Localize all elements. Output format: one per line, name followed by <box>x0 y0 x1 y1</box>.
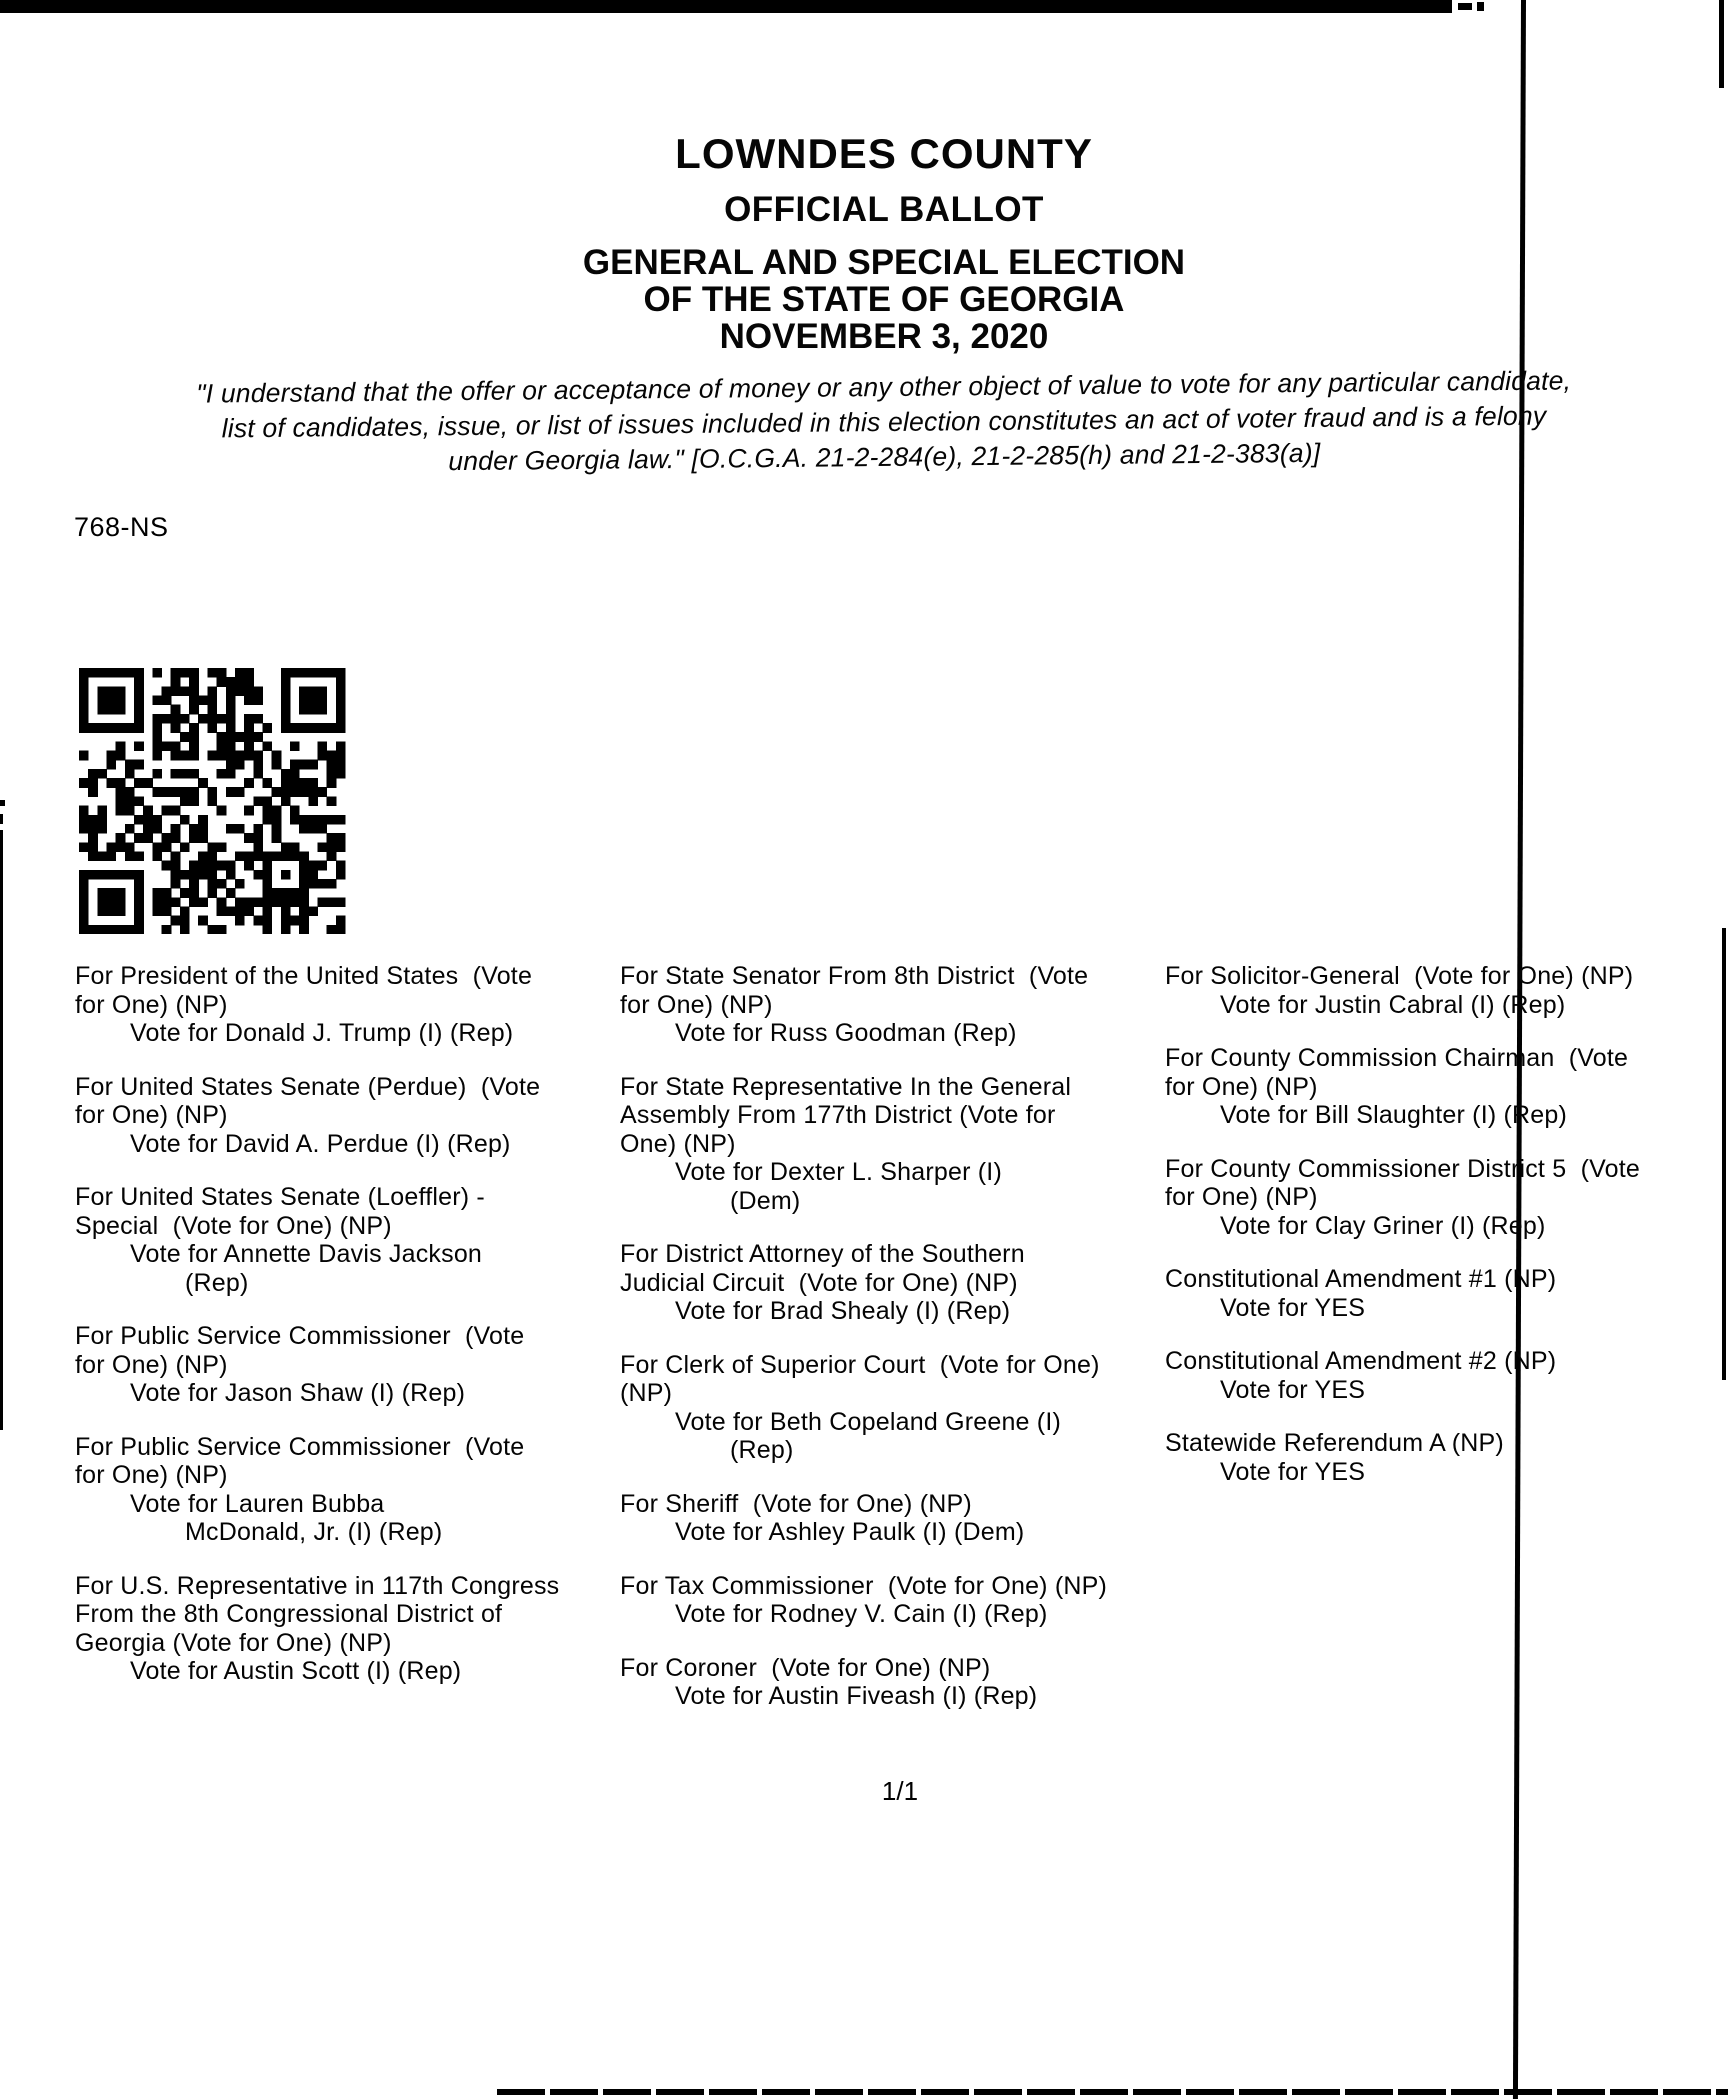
scan-artifact-left-tick <box>0 814 3 824</box>
vote-line: Vote for Rodney V. Cain (I) (Rep) <box>675 1600 1048 1628</box>
contest-title-line: From the 8th Congressional District of <box>75 1600 503 1628</box>
contest-title-line: For State Representative In the General <box>620 1072 1072 1101</box>
election-date-line: NOVEMBER 3, 2020 <box>719 317 1049 356</box>
contest-title-line: For Public Service Commissioner (Vote <box>75 1322 525 1350</box>
ballot-style-number: 768-NS <box>74 512 169 542</box>
contest-title-line: For United States Senate (Perdue) (Vote <box>75 1072 541 1101</box>
contest-title-line: for One) (NP) <box>620 990 773 1019</box>
contest <box>620 1351 1140 1465</box>
contest-title-line: For County Commissioner District 5 (Vote <box>1165 1154 1640 1183</box>
vote-line: Vote for Brad Shealy (I) (Rep) <box>675 1297 1011 1325</box>
voter-fraud-disclaimer <box>40 362 1728 483</box>
contest <box>620 1073 1140 1216</box>
disclaimer-line: list of candidates, issue, or list of issues included in this election constitutes an act of voter fraud and is a felony <box>221 400 1547 444</box>
ballot-type-title: OFFICIAL BALLOT <box>724 190 1044 229</box>
contest-title-line: Constitutional Amendment #2 (NP) <box>1165 1347 1557 1375</box>
contest <box>75 962 595 1048</box>
vote-line: Vote for Ashley Paulk (I) (Dem) <box>675 1518 1025 1546</box>
scan-artifact-top-dash <box>1458 3 1472 10</box>
page-number: 1/1 <box>881 1776 919 1806</box>
disclaimer-line: "I understand that the offer or acceptance of money or any other object of value to vote for any particular candidate, <box>196 365 1572 409</box>
vote-line: Vote for Annette Davis Jackson <box>130 1240 483 1268</box>
contest-title-line: For State Senator From 8th District (Vote <box>620 962 1089 990</box>
contest <box>75 1322 595 1408</box>
contest <box>620 1654 1140 1711</box>
vote-line: Vote for Russ Goodman (Rep) <box>675 1019 1017 1047</box>
contest-title-line: For Coroner (Vote for One) (NP) <box>620 1653 991 1682</box>
contest <box>75 1572 595 1686</box>
contest <box>1165 962 1725 1019</box>
contest-title-line: Special (Vote for One) (NP) <box>75 1211 392 1240</box>
vote-line: Vote for YES <box>1220 1293 1366 1322</box>
contest-title-line: For President of the United States (Vote <box>75 962 533 990</box>
vote-line: (Rep) <box>185 1268 249 1297</box>
qr-code <box>72 668 352 934</box>
contest-title-line: One) (NP) <box>620 1129 736 1158</box>
vote-line: Vote for YES <box>1220 1457 1366 1486</box>
contest-title-line: Constitutional Amendment #1 (NP) <box>1165 1265 1557 1293</box>
vote-line: Vote for Lauren Bubba <box>130 1489 385 1518</box>
contest-title-line: Assembly From 177th District (Vote for <box>620 1101 1056 1129</box>
contest <box>620 1572 1140 1629</box>
contest-title-line: for One) (NP) <box>75 1101 228 1129</box>
scan-artifact-top-dash <box>1477 2 1484 11</box>
contest-title-line: For Sheriff (Vote for One) (NP) <box>620 1489 972 1518</box>
contest <box>1165 1347 1725 1404</box>
vote-line: Vote for Dexter L. Sharper (I) <box>675 1158 1002 1186</box>
contest <box>75 1433 595 1547</box>
vote-line: Vote for YES <box>1220 1375 1366 1404</box>
vote-line: Vote for Clay Griner (I) (Rep) <box>1220 1211 1546 1240</box>
contest <box>620 1240 1140 1326</box>
contest-title-line: For County Commission Chairman (Vote <box>1165 1044 1629 1072</box>
contest <box>75 1183 595 1297</box>
contest-title-line: For Solicitor-General (Vote for One) (NP) <box>1165 962 1634 990</box>
election-title-line: GENERAL AND SPECIAL ELECTION <box>582 243 1186 282</box>
contest-title-line: (NP) <box>620 1379 673 1407</box>
contest-title-line: for One) (NP) <box>1165 1072 1318 1101</box>
contest-title-line: for One) (NP) <box>75 1461 228 1489</box>
contest-title-line: For Tax Commissioner (Vote for One) (NP) <box>620 1571 1108 1600</box>
scan-artifact-bottom-dashed-line <box>497 2089 1728 2095</box>
contest-title-line: for One) (NP) <box>1165 1183 1318 1211</box>
contest <box>620 1490 1140 1547</box>
election-title-line: OF THE STATE OF GEORGIA <box>643 280 1125 319</box>
contest-title-line: for One) (NP) <box>75 990 228 1019</box>
scan-artifact-left-edge-line <box>0 830 3 1430</box>
vote-line: Vote for Donald J. Trump (I) (Rep) <box>130 1019 514 1047</box>
contest <box>1165 1429 1725 1486</box>
contest-title-line: For U.S. Representative in 117th Congress <box>75 1571 560 1600</box>
contest <box>1165 1265 1725 1322</box>
vote-line: Vote for Austin Scott (I) (Rep) <box>130 1657 462 1685</box>
scan-artifact-left-tick <box>0 800 5 806</box>
scan-artifact-top-bar <box>0 0 1452 13</box>
ballot-column-3 <box>1165 962 1725 1511</box>
vote-line: (Dem) <box>730 1186 801 1215</box>
ballot-column-2 <box>620 962 1140 1736</box>
vote-line: (Rep) <box>730 1436 794 1464</box>
contest-title-line: Georgia (Vote for One) (NP) <box>75 1628 392 1657</box>
contest-title-line: Judicial Circuit (Vote for One) (NP) <box>620 1268 1018 1297</box>
vote-line: Vote for Bill Slaughter (I) (Rep) <box>1220 1101 1568 1129</box>
scan-artifact-right-edge-line <box>1719 0 1724 88</box>
contest-title-line: For Public Service Commissioner (Vote <box>75 1432 525 1461</box>
vote-line: Vote for David A. Perdue (I) (Rep) <box>130 1129 511 1158</box>
contest <box>1165 1155 1725 1241</box>
vote-line: Vote for Jason Shaw (I) (Rep) <box>130 1379 466 1407</box>
contest <box>620 962 1140 1048</box>
vote-line: McDonald, Jr. (I) (Rep) <box>185 1518 443 1546</box>
contest-title-line: For District Attorney of the Southern <box>620 1240 1025 1268</box>
vote-line: Vote for Justin Cabral (I) (Rep) <box>1220 990 1566 1019</box>
vote-line: Vote for Beth Copeland Greene (I) <box>675 1407 1061 1436</box>
county-title: LOWNDES COUNTY <box>675 130 1093 177</box>
contest-title-line: For United States Senate (Loeffler) - <box>75 1183 485 1211</box>
contest-title-line: For Clerk of Superior Court (Vote for One) <box>620 1350 1100 1379</box>
contest-title-line: for One) (NP) <box>75 1350 228 1379</box>
contest <box>75 1073 595 1159</box>
contest-title-line: Statewide Referendum A (NP) <box>1165 1429 1504 1457</box>
vote-line: Vote for Austin Fiveash (I) (Rep) <box>675 1682 1038 1710</box>
contest <box>1165 1044 1725 1130</box>
disclaimer-line: under Georgia law." [O.C.G.A. 21-2-284(e), 21-2-285(h) and 21-2-383(a)] <box>448 437 1321 477</box>
ballot-column-1 <box>75 962 595 1711</box>
